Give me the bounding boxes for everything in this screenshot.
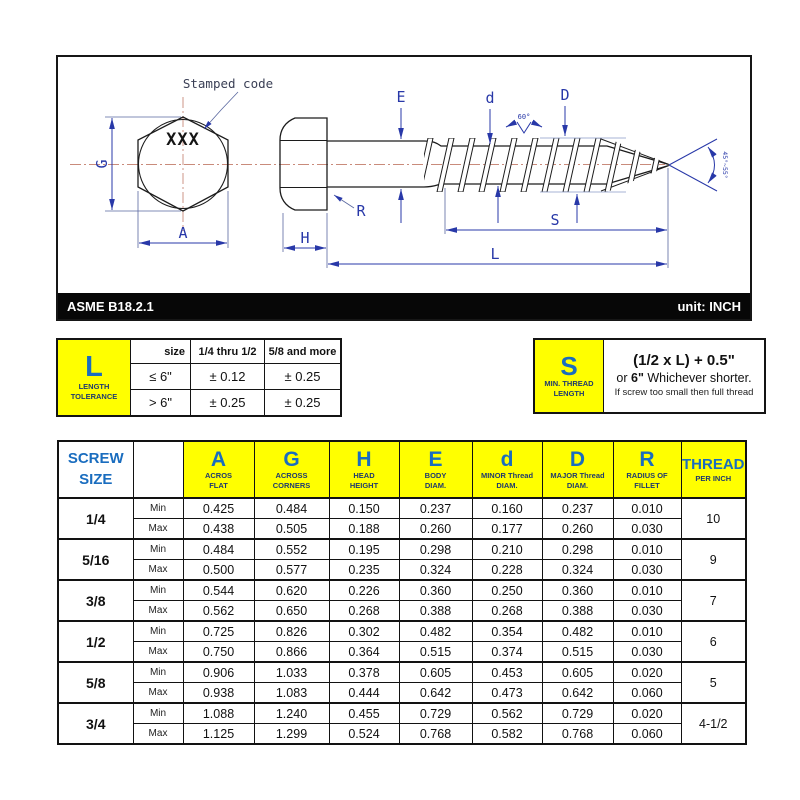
dimension-value: 0.750	[183, 642, 254, 663]
unit-label: unit: INCH	[677, 298, 741, 314]
dimension-value: 0.650	[254, 601, 329, 622]
tolerance-row-label: > 6"	[131, 390, 191, 417]
screw-size-value: 5/16	[58, 539, 133, 580]
dimension-value: 0.453	[472, 662, 542, 683]
min-label: Min	[133, 703, 183, 724]
thread-length-formula: (1/2 x L) + 0.5"	[633, 352, 735, 370]
column-header-A: A ACROS FLAT	[183, 441, 254, 498]
dimension-value: 0.298	[399, 539, 472, 560]
stamped-code-marks: XXX	[166, 130, 200, 150]
tolerance-row-label: ≤ 6"	[131, 364, 191, 390]
thread-flight	[647, 138, 664, 192]
max-label: Max	[133, 683, 183, 704]
dimension-value: 0.768	[542, 724, 613, 745]
dimension-value: 0.378	[329, 662, 399, 683]
dimension-value: 0.010	[613, 498, 681, 519]
dimension-value: 0.552	[254, 539, 329, 560]
dimension-value: 0.360	[542, 580, 613, 601]
label-R: R	[356, 202, 366, 220]
thread-per-inch-header: THREAD PER INCH	[681, 441, 746, 498]
table-row	[58, 560, 746, 581]
dimension-value: 0.768	[399, 724, 472, 745]
dimension-value: 0.455	[329, 703, 399, 724]
dimension-value: 0.438	[183, 519, 254, 540]
dimension-value: 0.605	[542, 662, 613, 683]
dimension-value: 0.642	[399, 683, 472, 704]
max-label: Max	[133, 560, 183, 581]
label-L: L	[490, 245, 500, 263]
dimension-value: 0.150	[329, 498, 399, 519]
thread-length-symbol-cell	[534, 339, 604, 413]
label-A: A	[178, 224, 188, 242]
dimension-value: 1.240	[254, 703, 329, 724]
thread-angle-label: 60°	[517, 113, 531, 121]
dimension-value: 0.177	[472, 519, 542, 540]
dimension-value: 0.324	[399, 560, 472, 581]
dimension-value: 0.360	[399, 580, 472, 601]
dimension-value: 0.938	[183, 683, 254, 704]
min-thread-length-box	[533, 338, 766, 414]
dimension-value: 1.125	[183, 724, 254, 745]
tolerance-value: ± 0.25	[265, 364, 342, 390]
point-angle-label: 45°~55°	[721, 151, 729, 179]
label-H: H	[300, 229, 310, 247]
dimension-value: 0.515	[542, 642, 613, 663]
dimension-value: 0.374	[472, 642, 542, 663]
stamped-code-label: Stamped code	[182, 76, 274, 91]
label-E: E	[396, 88, 406, 106]
dimension-value: 0.515	[399, 642, 472, 663]
dimension-value: 1.088	[183, 703, 254, 724]
dimension-value: 0.524	[329, 724, 399, 745]
table-row	[58, 498, 746, 519]
tolerance-value: ± 0.12	[191, 364, 265, 390]
table-row	[58, 703, 746, 724]
dimension-value: 0.235	[329, 560, 399, 581]
tolerance-caption-1: LENGTH	[78, 382, 110, 392]
dimension-value: 0.425	[183, 498, 254, 519]
column-header-G: G ACROSS CORNERS	[254, 441, 329, 498]
dimension-value: 0.473	[472, 683, 542, 704]
table-row	[58, 519, 746, 540]
dimension-E	[396, 88, 405, 223]
dimension-value: 0.020	[613, 703, 681, 724]
hex-head-side-view	[280, 118, 327, 210]
table-row	[58, 683, 746, 704]
dimension-value: 0.160	[472, 498, 542, 519]
min-label: Min	[133, 539, 183, 560]
dimension-value: 0.388	[542, 601, 613, 622]
dimension-value: 0.260	[542, 519, 613, 540]
screw-size-value: 5/8	[58, 662, 133, 703]
tolerance-symbol: L	[85, 351, 103, 384]
tolerance-symbol-cell	[57, 339, 131, 416]
screw-size-header: SCREW SIZE	[58, 441, 133, 498]
label-d: d	[485, 89, 495, 107]
standard-bar	[58, 293, 750, 319]
screw-size-value: 1/2	[58, 621, 133, 662]
label-G: G	[93, 159, 111, 169]
header-spacer	[133, 441, 183, 498]
column-header-D: D MAJOR Thread DIAM.	[542, 441, 613, 498]
dimension-value: 0.030	[613, 642, 681, 663]
dimension-value: 0.010	[613, 621, 681, 642]
dimension-value: 0.620	[254, 580, 329, 601]
table-row	[58, 662, 746, 683]
dimension-value: 0.642	[542, 683, 613, 704]
dimension-L	[327, 213, 667, 268]
column-header-H: H HEAD HEIGHT	[329, 441, 399, 498]
dimension-value: 0.030	[613, 601, 681, 622]
drawing-panel	[56, 55, 752, 321]
dimension-value: 0.826	[254, 621, 329, 642]
dimension-value: 0.544	[183, 580, 254, 601]
dimension-value: 0.298	[542, 539, 613, 560]
thread-flight	[626, 138, 643, 192]
max-label: Max	[133, 519, 183, 540]
dimension-S	[445, 168, 668, 268]
dimension-value: 1.083	[254, 683, 329, 704]
dimension-value: 0.195	[329, 539, 399, 560]
dimension-value: 0.562	[472, 703, 542, 724]
dimension-value: 1.299	[254, 724, 329, 745]
column-header-E: E BODY DIAM.	[399, 441, 472, 498]
threads-per-inch-value: 6	[681, 621, 746, 662]
thread-length-rule	[604, 339, 766, 413]
min-label: Min	[133, 621, 183, 642]
dimension-value: 0.444	[329, 683, 399, 704]
screw-size-value: 3/8	[58, 580, 133, 621]
min-label: Min	[133, 662, 183, 683]
dimension-value: 0.484	[183, 539, 254, 560]
min-label: Min	[133, 580, 183, 601]
screw-size-value: 3/4	[58, 703, 133, 744]
tolerance-caption-2: TOLERANCE	[70, 392, 118, 401]
dimension-value: 0.725	[183, 621, 254, 642]
fillet-radius-callout	[334, 195, 366, 220]
dimension-value: 0.030	[613, 560, 681, 581]
thread-length-caption-1: MIN. THREAD	[544, 379, 594, 389]
dimension-value: 0.500	[183, 560, 254, 581]
tolerance-col2-header: 5/8 and more	[265, 339, 342, 364]
table-row	[58, 580, 746, 601]
lag-screw-drawing	[58, 57, 750, 293]
dimension-value: 0.226	[329, 580, 399, 601]
dimension-value: 0.364	[329, 642, 399, 663]
dimension-value: 0.020	[613, 662, 681, 683]
dimension-value: 0.354	[472, 621, 542, 642]
dimension-value: 0.010	[613, 580, 681, 601]
dimension-value: 0.237	[542, 498, 613, 519]
max-label: Max	[133, 642, 183, 663]
dimension-value: 0.268	[472, 601, 542, 622]
thread-flight	[416, 138, 433, 192]
length-tolerance-table	[56, 338, 342, 417]
dimension-value: 0.324	[542, 560, 613, 581]
screw-size-value: 1/4	[58, 498, 133, 539]
dimension-value: 0.260	[399, 519, 472, 540]
dimension-value: 0.250	[472, 580, 542, 601]
label-D: D	[560, 86, 570, 104]
standard-name: ASME B18.2.1	[67, 298, 154, 314]
dimension-value: 0.010	[613, 539, 681, 560]
tolerance-value: ± 0.25	[191, 390, 265, 417]
dimension-value: 0.577	[254, 560, 329, 581]
tolerance-col1-header: 1/4 thru 1/2	[191, 339, 265, 364]
dimension-value: 0.060	[613, 683, 681, 704]
dimension-value: 0.729	[399, 703, 472, 724]
dimension-value: 0.505	[254, 519, 329, 540]
thread-length-alt: or 6" Whichever shorter.	[616, 371, 752, 386]
dimension-value: 0.562	[183, 601, 254, 622]
dimension-value: 0.030	[613, 519, 681, 540]
main-table-header-row	[58, 441, 746, 498]
dimension-value: 0.060	[613, 724, 681, 745]
thread-length-symbol: S	[560, 351, 578, 382]
thread-length-caption-2: LENGTH	[553, 389, 585, 398]
tolerance-value: ± 0.25	[265, 390, 342, 417]
dimension-value: 0.188	[329, 519, 399, 540]
dimension-value: 0.484	[254, 498, 329, 519]
column-header-R: R RADIUS OF FILLET	[613, 441, 681, 498]
table-row	[58, 601, 746, 622]
threads-per-inch-value: 5	[681, 662, 746, 703]
dimension-value: 0.388	[399, 601, 472, 622]
dimension-value: 0.228	[472, 560, 542, 581]
screw-dimensions-table	[57, 440, 747, 745]
dimension-value: 0.237	[399, 498, 472, 519]
thread-angle-annotation	[506, 113, 542, 133]
threads-per-inch-value: 9	[681, 539, 746, 580]
threads-per-inch-value: 4-1/2	[681, 703, 746, 744]
threads-per-inch-value: 10	[681, 498, 746, 539]
table-row	[58, 642, 746, 663]
point-angle-annotation	[669, 139, 729, 191]
table-row	[58, 724, 746, 745]
dimension-H	[283, 213, 326, 252]
tolerance-size-header: size	[131, 339, 191, 364]
dimension-value: 0.302	[329, 621, 399, 642]
dimension-value: 0.210	[472, 539, 542, 560]
thread-length-note: If screw too small then full thread	[614, 386, 754, 398]
max-label: Max	[133, 724, 183, 745]
dimension-value: 0.866	[254, 642, 329, 663]
dimension-value: 0.482	[542, 621, 613, 642]
threads-per-inch-value: 7	[681, 580, 746, 621]
dimension-value: 1.033	[254, 662, 329, 683]
label-S: S	[550, 211, 560, 229]
min-label: Min	[133, 498, 183, 519]
dimension-value: 0.482	[399, 621, 472, 642]
dimension-value: 0.906	[183, 662, 254, 683]
dimension-value: 0.268	[329, 601, 399, 622]
max-label: Max	[133, 601, 183, 622]
dimension-value: 0.582	[472, 724, 542, 745]
dimension-value: 0.605	[399, 662, 472, 683]
dimension-value: 0.729	[542, 703, 613, 724]
table-row	[58, 539, 746, 560]
table-row	[58, 621, 746, 642]
column-header-d: d MINOR Thread DIAM.	[472, 441, 542, 498]
